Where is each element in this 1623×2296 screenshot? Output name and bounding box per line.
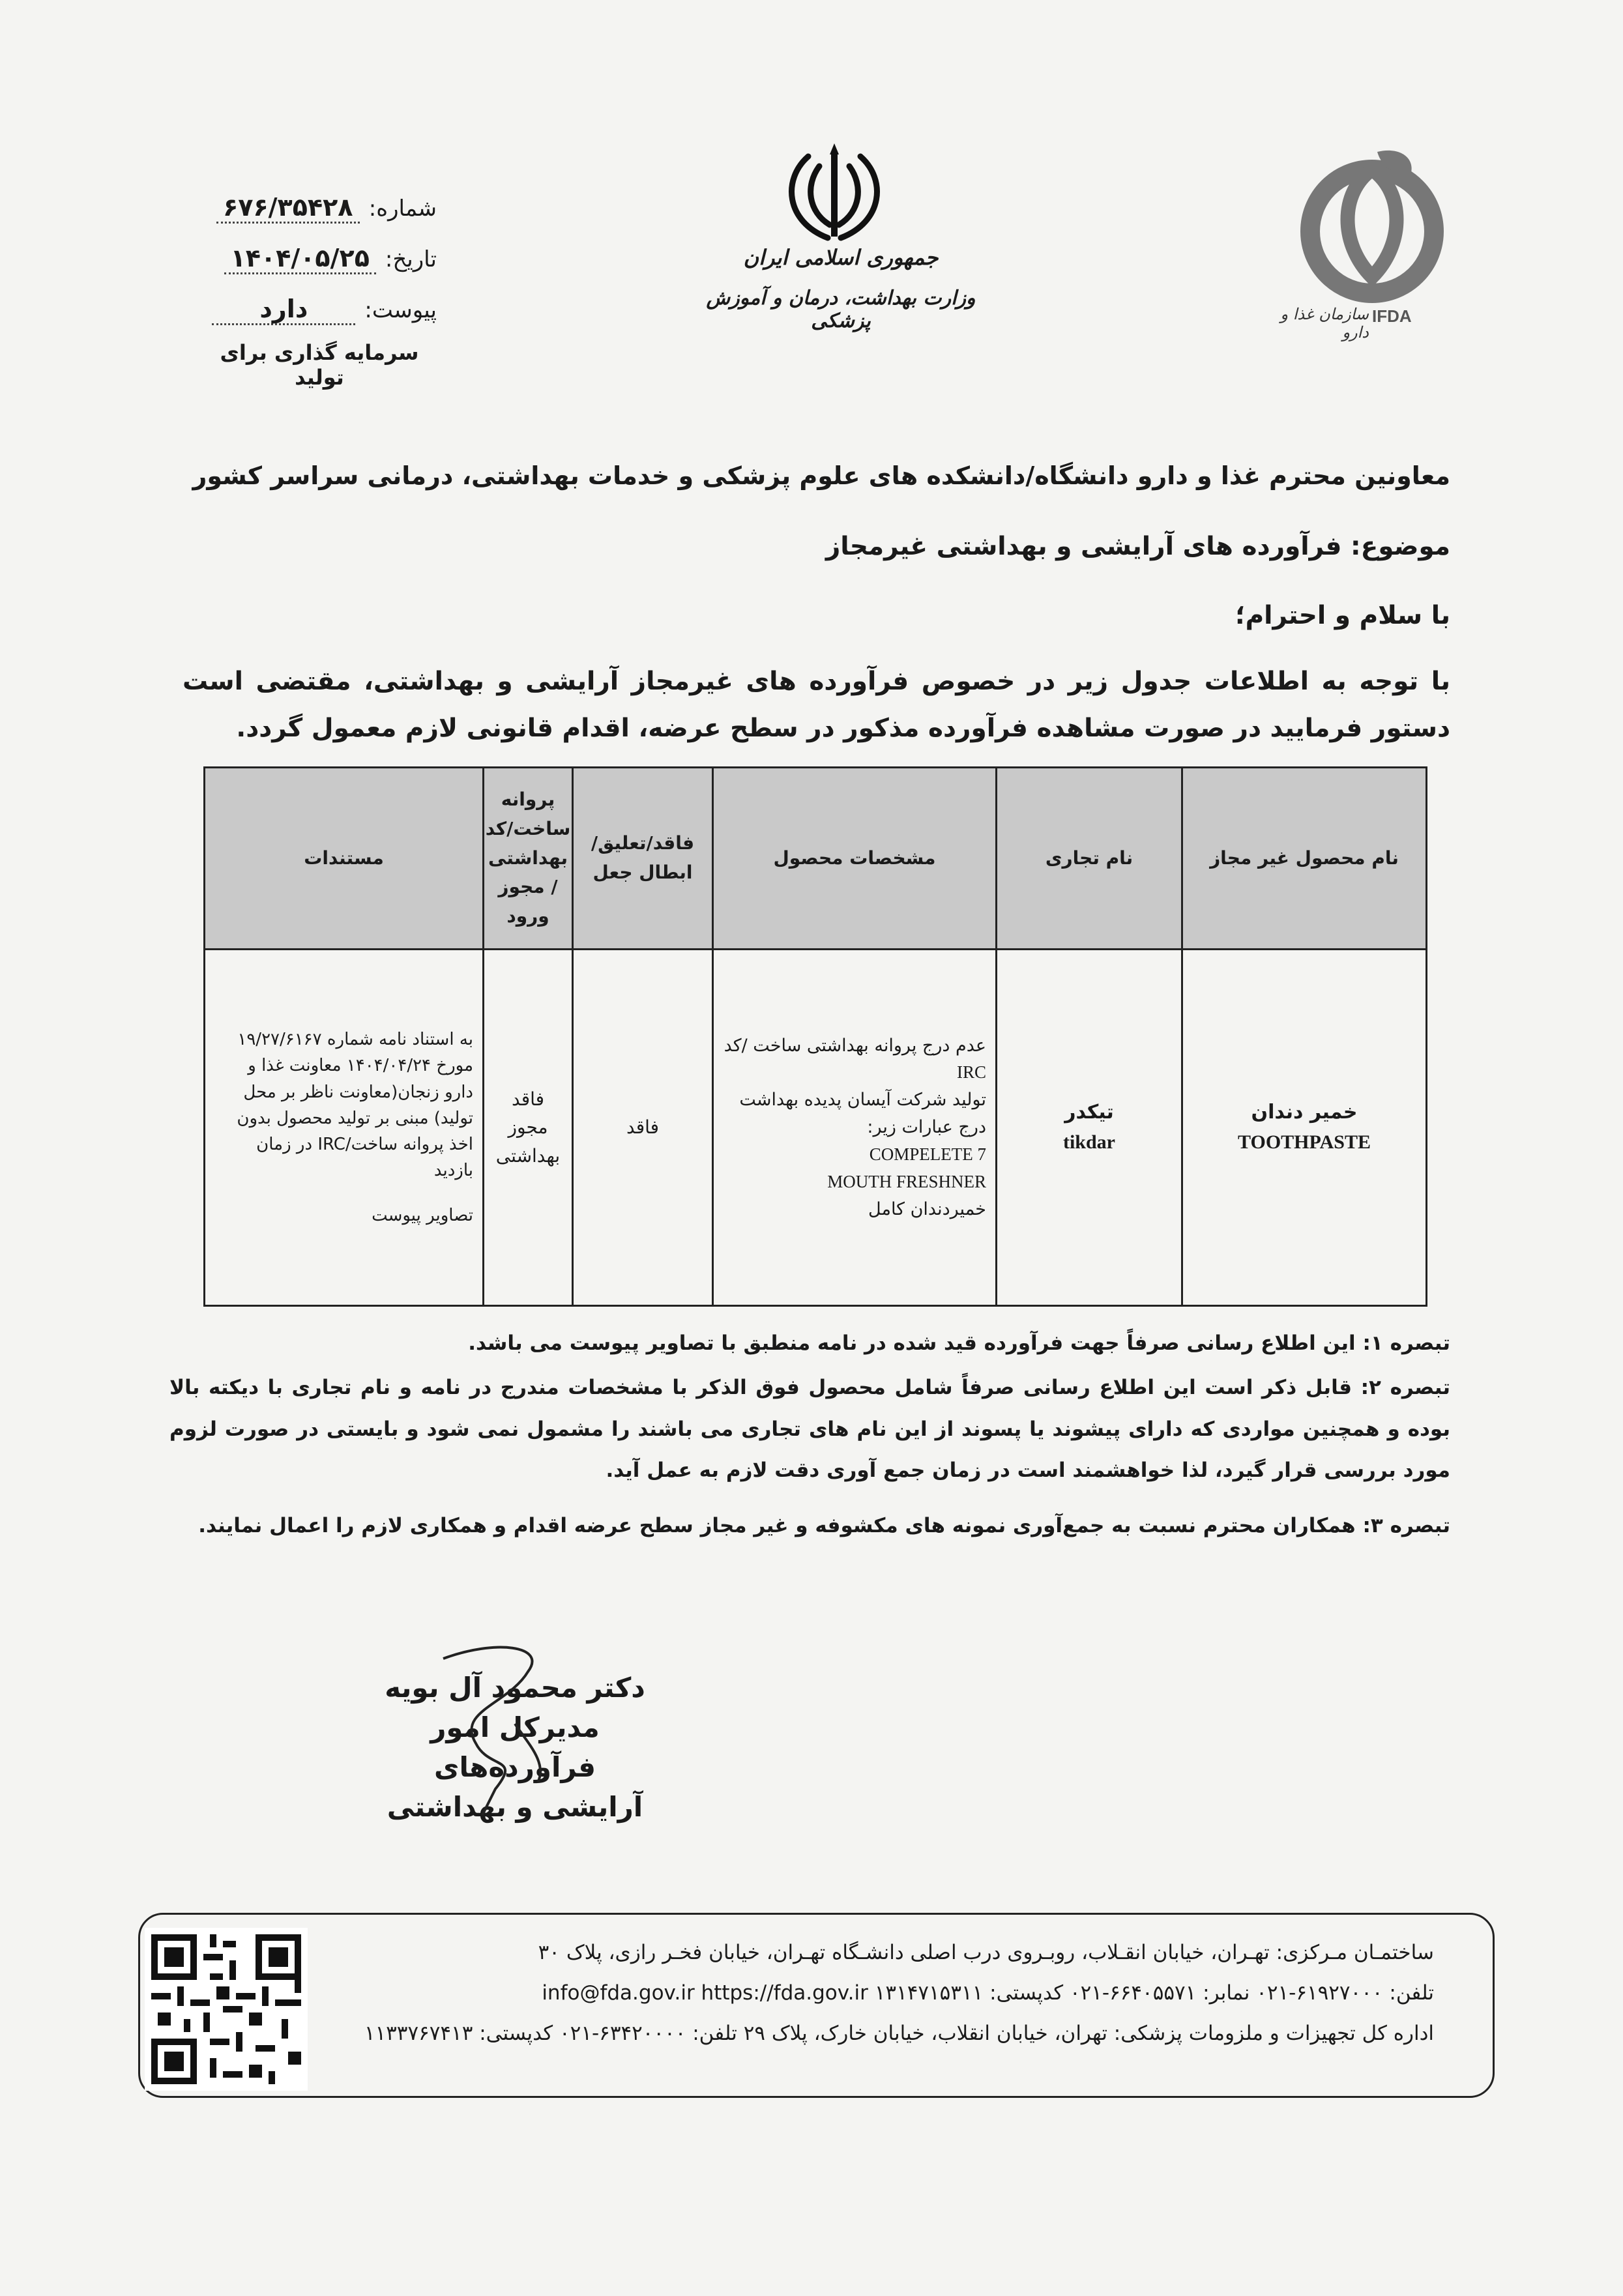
spec-line: IRC bbox=[956, 1062, 986, 1083]
spec-line: تولید شرکت آیسان پدیده بهداشت bbox=[739, 1090, 986, 1111]
investment-slogan: سرمایه گذاری برای تولید bbox=[220, 340, 419, 390]
product-name-en: TOOTHPASTE bbox=[1238, 1131, 1371, 1153]
footer-contact: تلفن: ۶۱۹۲۷۰۰۰-۰۲۱ نمابر: ۶۶۴۰۵۵۷۱-۰۲۱ کدپستی: ۱۳۱۴۷۱۵۳۱۱ info@fda.gov.ir https://fda.gov.ir bbox=[542, 1981, 1434, 2005]
spec-line: خمیردندان کامل bbox=[868, 1199, 986, 1219]
spec-line: درج عبارات زیر: bbox=[867, 1117, 986, 1138]
handwritten-signature-icon bbox=[417, 1633, 587, 1828]
note-3: تبصره ۳: همکاران محترم نسبت به جمع‌آوری نمونه های مکشوفه و غیر مجاز سطح عرضه اقدام و همکاری لازم را اعمال نمایند. bbox=[198, 1514, 1450, 1537]
cell-spec bbox=[713, 950, 997, 1306]
body-paragraph: با توجه به اطلاعات جدول زیر در خصوص فرآورده های غیرمجاز آرایشی و بهداشتی، مقتضی است دستور فرمایید در صورت مشاهده فرآورده مذکور در سطح عرضه، اقدام قانونی لازم معمول گردد. bbox=[183, 667, 1450, 744]
header-license: پروانه ساخت/کد بهداشتی / مجوز ورود bbox=[484, 768, 573, 950]
note-1: تبصره ۱: این اطلاع رسانی صرفاً جهت فرآورده قید شده در نامه منطبق با تصاویر پیوست می باشد. bbox=[468, 1331, 1450, 1355]
subject-line: موضوع: فرآورده های آرایشی و بهداشتی غیرمجاز bbox=[825, 532, 1450, 561]
brand-name-en: tikdar bbox=[1062, 1131, 1115, 1153]
letter-number-value: ۶۷۶/۳۵۴۲۸ bbox=[216, 193, 360, 224]
docs-attachment: تصاویر پیوست bbox=[372, 1205, 473, 1225]
ifda-logo-icon bbox=[1300, 147, 1450, 303]
letter-number bbox=[189, 193, 437, 224]
cell-license: فاقد مجوز بهداشتی bbox=[484, 950, 573, 1306]
footer-address-equipment: اداره کل تجهیزات و ملزومات پزشکی: تهران، خیابان انقلاب، خیابان خارک، پلاک ۲۹ تلفن: ۶۳۴۲۰۰۰۰-۰۲۱ کدپستی: ۱۱۳۳۷۶۷۴۱۳ bbox=[364, 2022, 1434, 2045]
cell-product bbox=[1182, 950, 1427, 1306]
table-header-row bbox=[205, 768, 1427, 950]
cell-brand bbox=[997, 950, 1182, 1306]
emblem-caption-country: جمهوری اسلامی ایران bbox=[743, 245, 939, 270]
unauthorized-products-table bbox=[203, 766, 1427, 1307]
ifda-caption-en: IFDA bbox=[1372, 306, 1412, 326]
docs-text: به استناد نامه شماره ۱۹/۲۷/۶۱۶۷ مورخ ۱۴۰۴/۰۴/۲۴ معاونت غذا و دارو زنجان(معاونت ناظر بر محل تولید) مبنی بر تولید محصول بدون اخذ پروانه ساخت/IRC در زمان بازدید bbox=[237, 1029, 473, 1181]
greeting-line: با سلام و احترام؛ bbox=[1235, 601, 1450, 630]
brand-name-fa: تیکدر bbox=[1064, 1100, 1114, 1124]
footer-address-main: ساختمـان مـرکزی: تهـران، خیابان انقـلاب، روبـروی درب اصلی دانشـگاه تهـران، خیابان فخـر رازی، پلاک ۳۰ bbox=[538, 1941, 1434, 1964]
header-spec: مشخصات محصول bbox=[713, 768, 997, 950]
note-2: تبصره ۲: قابل ذکر است این اطلاع رسانی صرفاً شامل محصول فوق الذکر با مشخصات مندرج در نامه و نام تجاری با دیکته بالا بوده و همچنین مواردی که دارای پیشوند یا پسوند از این نام های تجاری می باشند را مشمول نمی شود و بایستی در صورت لزوم مورد بررسی قرار گیرد، لذا خواهشمند است در زمان جمع آوری دقت لازم به عمل آید. bbox=[169, 1376, 1450, 1483]
header-product: نام محصول غیر مجاز bbox=[1182, 768, 1427, 950]
cell-status: فاقد bbox=[573, 950, 713, 1306]
signatory-title-1: مدیرکل امور فرآورده‌های bbox=[430, 1711, 600, 1783]
recipient-line: معاونین محترم غذا و دارو دانشگاه/دانشکده های علوم پزشکی و خدمات بهداشتی، درمانی سراسر کشور bbox=[192, 461, 1450, 490]
letter-attachment-value: دارد bbox=[212, 295, 355, 325]
ifda-caption-fa: سازمان غذا و دارو bbox=[1280, 305, 1369, 341]
header-status: فاقد/تعلیق/ابطال جعل bbox=[573, 768, 713, 950]
spec-line: MOUTH FRESHNER bbox=[827, 1171, 986, 1191]
letter-attachment-label: پیوست: bbox=[364, 297, 437, 323]
product-name-fa: خمیر دندان bbox=[1251, 1100, 1358, 1124]
cell-docs bbox=[205, 950, 484, 1306]
signatory-title-2: آرایشی و بهداشتی bbox=[387, 1790, 643, 1823]
letter-attachment bbox=[189, 295, 437, 325]
emblem-caption-ministry: وزارت بهداشت، درمان و آموزش پزشکی bbox=[706, 287, 976, 332]
table-row bbox=[205, 950, 1427, 1306]
spec-line: عدم درج پروانه بهداشتی ساخت /کد bbox=[724, 1035, 986, 1056]
header-brand: نام تجاری bbox=[997, 768, 1182, 950]
letter-number-label: شماره: bbox=[368, 196, 437, 222]
spec-line: 7 COMPELETE bbox=[869, 1144, 986, 1164]
signatory-name: دکتر محمود آل بویه bbox=[385, 1672, 645, 1704]
letter-date bbox=[189, 244, 437, 274]
letter-date-value: ۱۴۰۴/۰۵/۲۵ bbox=[224, 244, 376, 274]
iran-emblem-icon bbox=[779, 140, 890, 244]
letter-date-label: تاریخ: bbox=[385, 246, 437, 272]
header-docs: مستندات bbox=[205, 768, 484, 950]
qr-code-icon bbox=[145, 1928, 308, 2091]
